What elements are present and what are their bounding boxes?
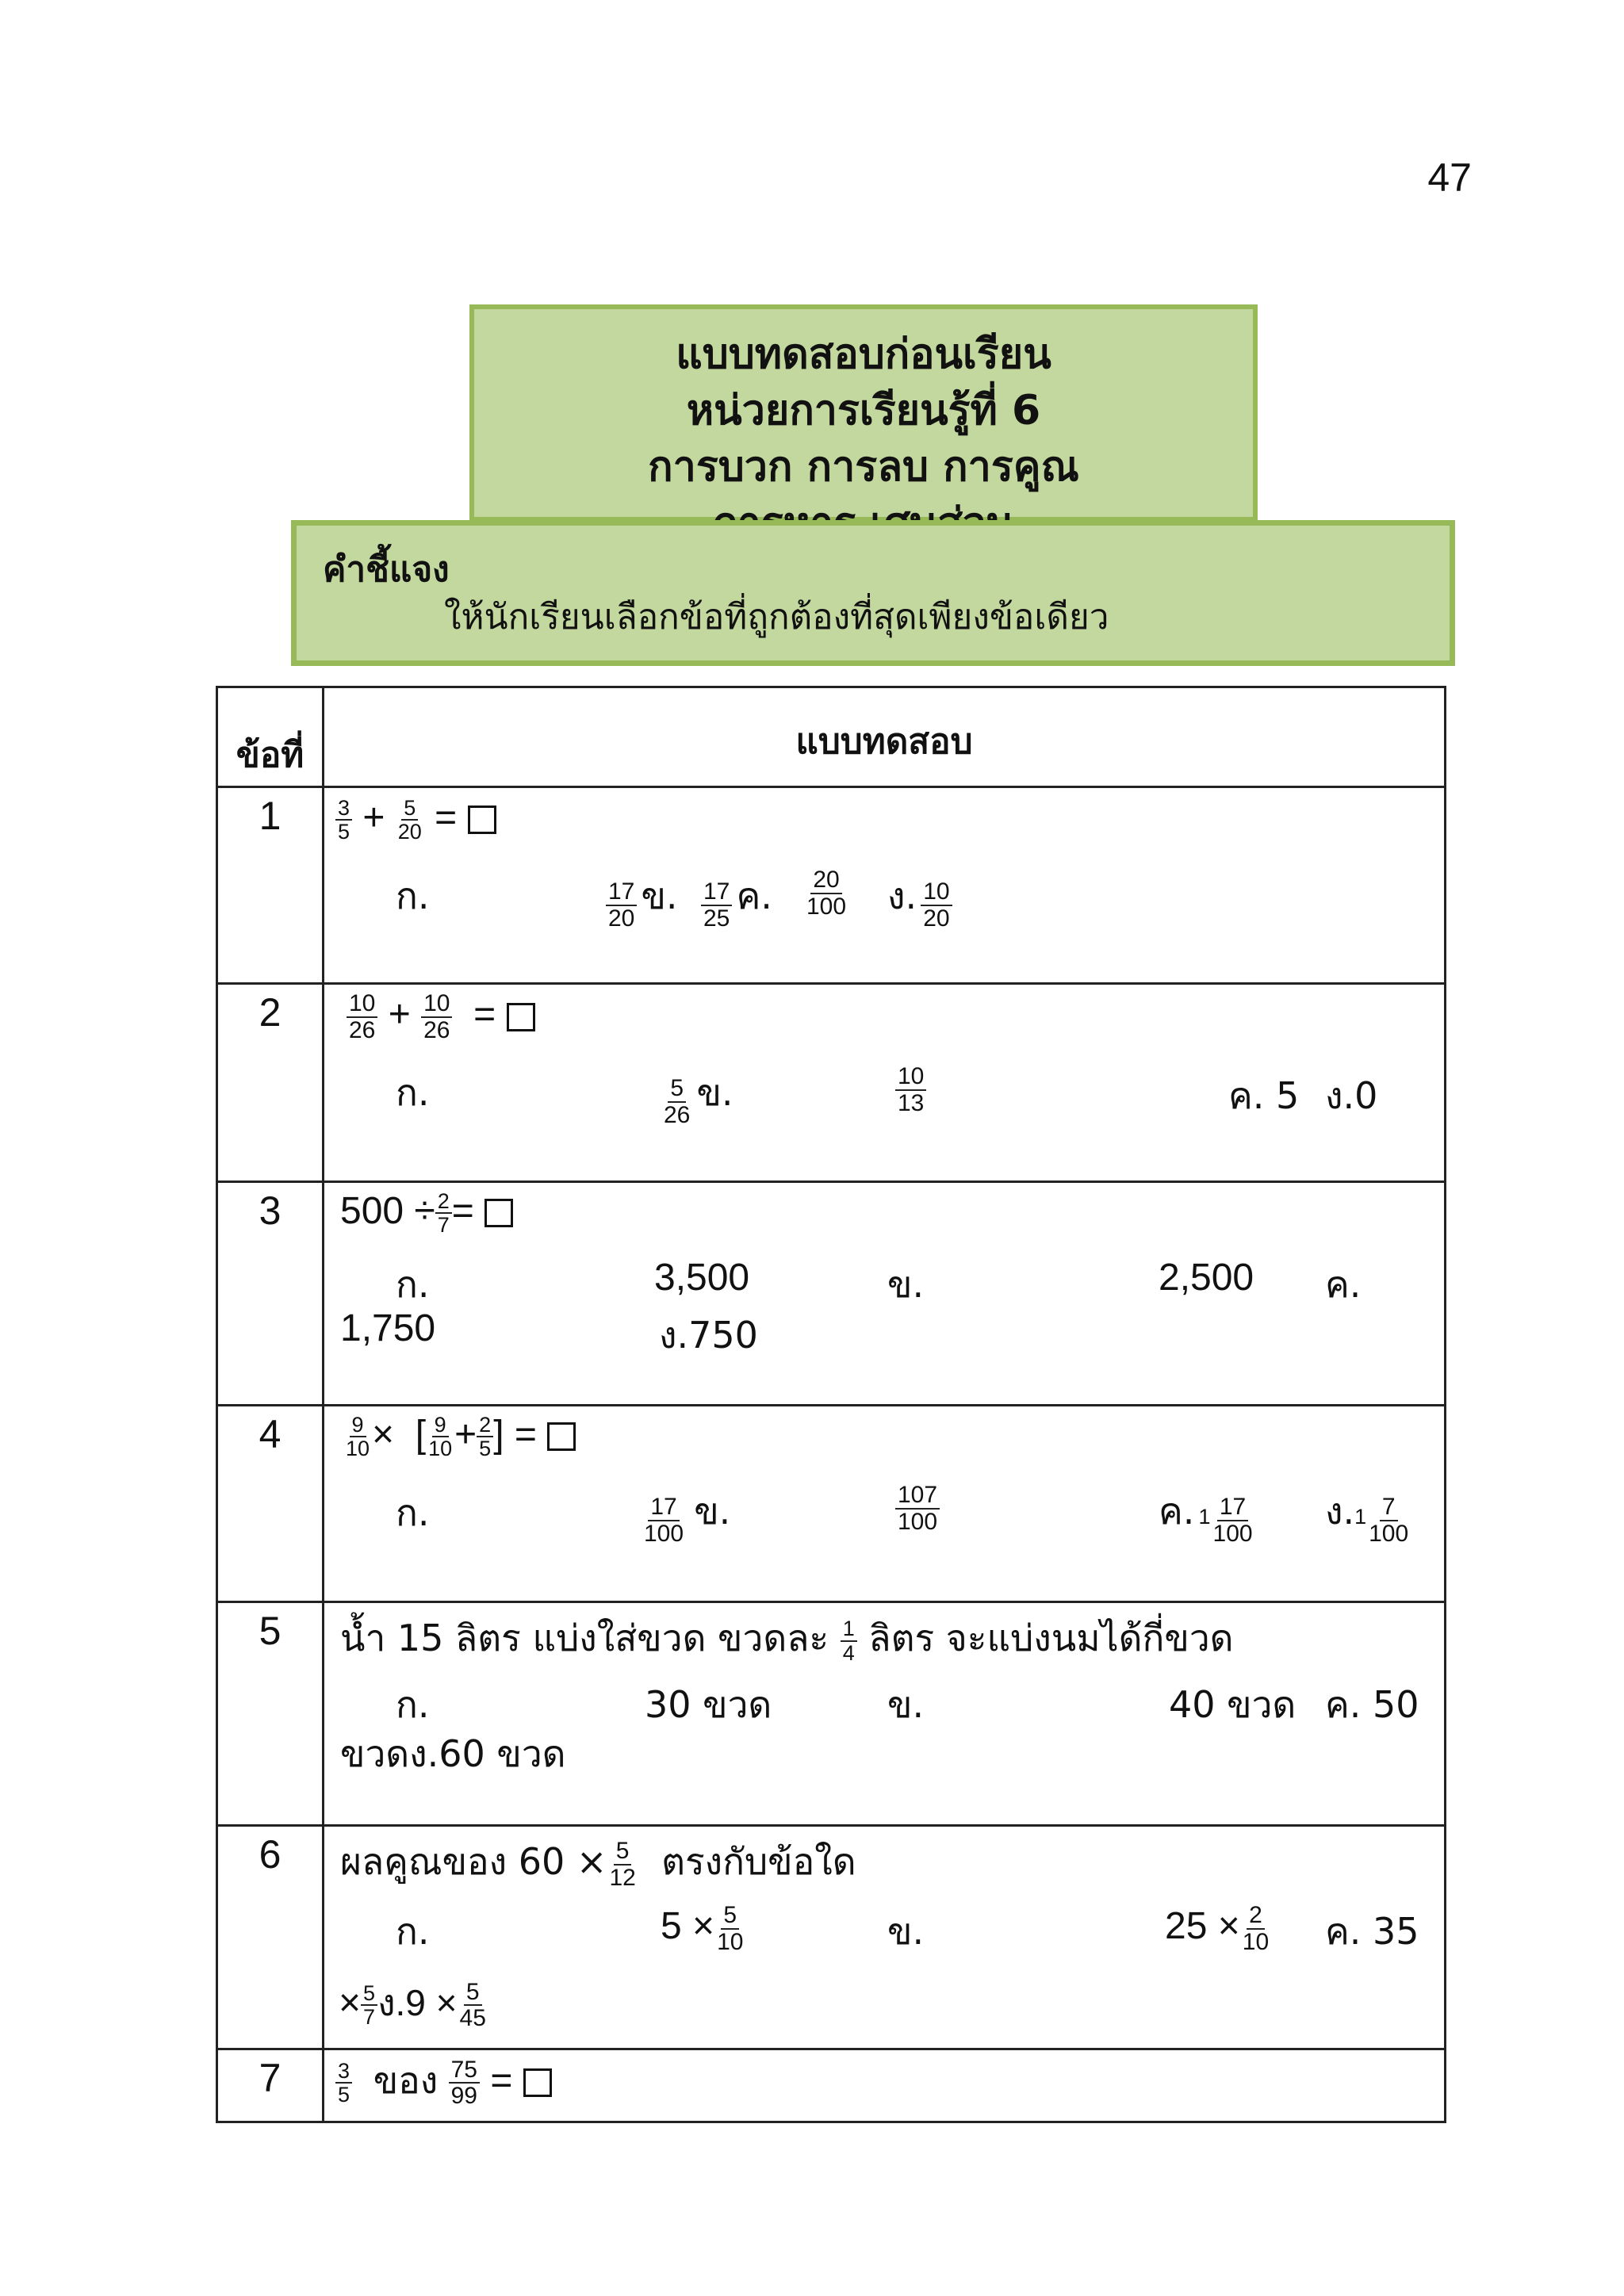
choice-a: 5 × $\frac{5}{10}$ <box>661 1902 744 1955</box>
answer-box <box>523 2068 552 2097</box>
choice-a: 3,500 <box>654 1257 750 1299</box>
question-cell <box>324 787 1446 984</box>
question-cell <box>324 1406 1446 1602</box>
question-row <box>217 787 1446 984</box>
header-item-no: ข้อที่ <box>217 687 324 787</box>
question-text: น้ำ 15 ลิตร แบ่งใส่ขวด ขวดละ $\frac{1}{4}$ ลิตร จะแบ่งนมได้กี่ขวด <box>340 1617 1234 1665</box>
question-expression: $\frac{10}{26}$ + $\frac{10}{26}$ = <box>347 991 535 1043</box>
choice-b: $\frac{107}{100}$ <box>895 1483 940 1534</box>
question-cell <box>324 2049 1446 2122</box>
choice-a-label: ก. <box>396 874 430 917</box>
answer-box <box>547 1422 576 1451</box>
instructions-text: ให้นักเรียนเลือกข้อที่ถูกต้องที่สุดเพียงข้อเดียว <box>444 597 1109 637</box>
choice-b: 25 × $\frac{2}{10}$ <box>1165 1902 1270 1955</box>
question-cell <box>324 1602 1446 1826</box>
instructions-box <box>291 520 1455 666</box>
question-expression: $\frac{3}{5}$ + $\frac{5}{20}$ = <box>335 796 496 844</box>
choice-b-label: ข. <box>887 1910 925 1953</box>
question-row <box>217 984 1446 1182</box>
header-test: แบบทดสอบ <box>324 687 1446 787</box>
choice-a: $\frac{17}{100}$ ข. <box>644 1490 731 1547</box>
choice-c-label: ค. 35 <box>1325 1910 1419 1953</box>
choice-b: 40 ขวด <box>1169 1683 1297 1726</box>
choice-line-2: × $\frac{5}{7}$ ง.9 × $\frac{5}{45}$ <box>339 1978 486 2032</box>
title-line-2: หน่วยการเรียนรู้ที่ 6 <box>686 387 1041 434</box>
question-expression: $\frac{9}{10}$ × [ $\frac{9}{10}$ + $\frac{2}{5}$ ] = <box>343 1413 576 1460</box>
choice-a-label: ก. <box>396 1263 430 1306</box>
answer-box <box>507 1003 535 1031</box>
choice-c-label: ค. <box>1325 1263 1362 1306</box>
choice-line-2: ขวดง.60 ขวด <box>340 1732 566 1775</box>
choice-c: 1,750 <box>340 1307 436 1349</box>
fraction: $\frac{5}{20}$ <box>397 795 422 844</box>
title-line-1: แบบทดสอบก่อนเรียน <box>676 331 1051 378</box>
question-number: 7 <box>217 2049 324 2122</box>
choice-a-label: ก. <box>396 1071 430 1114</box>
question-expression: 500 ÷ $\frac{2}{7}$ = <box>340 1189 513 1237</box>
question-text: ผลคูณของ 60 × $\frac{5}{12}$ ตรงกับข้อใด <box>340 1838 856 1891</box>
question-cell <box>324 984 1446 1182</box>
question-row <box>217 1602 1446 1826</box>
choice-a: $\frac{17}{20}$ ข. <box>606 867 678 931</box>
test-table <box>216 686 1446 2123</box>
question-number: 4 <box>217 1406 324 1602</box>
question-number: 3 <box>217 1182 324 1406</box>
question-number: 2 <box>217 984 324 1182</box>
choice-a: $\frac{5}{26}$ ข. <box>664 1071 733 1128</box>
instructions-heading: คำชี้แจง <box>323 549 450 590</box>
question-cell <box>324 1182 1446 1406</box>
choice-c: ค. 5 <box>1228 1074 1300 1117</box>
choice-a: 30 ขวด <box>645 1683 772 1726</box>
title-line-3: การบวก การลบ การคูณ <box>648 443 1079 491</box>
choice-d: ง. $\frac{10}{20}$ <box>887 867 952 931</box>
question-cell <box>324 1826 1446 2049</box>
question-row <box>217 2049 1446 2122</box>
question-number: 5 <box>217 1602 324 1826</box>
choice-b: 2,500 <box>1159 1257 1254 1299</box>
question-number: 1 <box>217 787 324 984</box>
choice-d: ง.1 $\frac{7}{100}$ <box>1325 1490 1409 1547</box>
page-number: 47 <box>1427 155 1472 200</box>
question-row <box>217 1182 1446 1406</box>
choice-a-label: ก. <box>396 1491 430 1534</box>
choice-a-label: ก. <box>396 1910 430 1953</box>
question-row <box>217 1826 1446 2049</box>
choice-c: $\frac{20}{100}$ <box>806 867 847 920</box>
choice-a-label: ก. <box>396 1683 430 1726</box>
choice-b: $\frac{10}{13}$ <box>895 1064 926 1115</box>
choice-b-label: ข. <box>887 1263 925 1306</box>
answer-box <box>468 806 496 834</box>
choice-c-label: ค. 50 <box>1325 1683 1419 1726</box>
question-number: 6 <box>217 1826 324 2049</box>
question-expression: $\frac{3}{5}$ ของ $\frac{75}{99}$ = <box>335 2052 552 2110</box>
choice-d: ง.750 <box>659 1314 758 1357</box>
choice-c: ค. 1 $\frac{17}{100}$ <box>1159 1490 1253 1547</box>
choice-d: ง.0 <box>1325 1074 1378 1117</box>
fraction: $\frac{3}{5}$ <box>335 797 352 844</box>
choice-b-label: ข. <box>887 1683 925 1726</box>
title-box <box>469 304 1258 522</box>
question-row <box>217 1406 1446 1602</box>
answer-box <box>485 1199 513 1227</box>
choice-b: $\frac{17}{25}$ ค. <box>701 867 772 931</box>
